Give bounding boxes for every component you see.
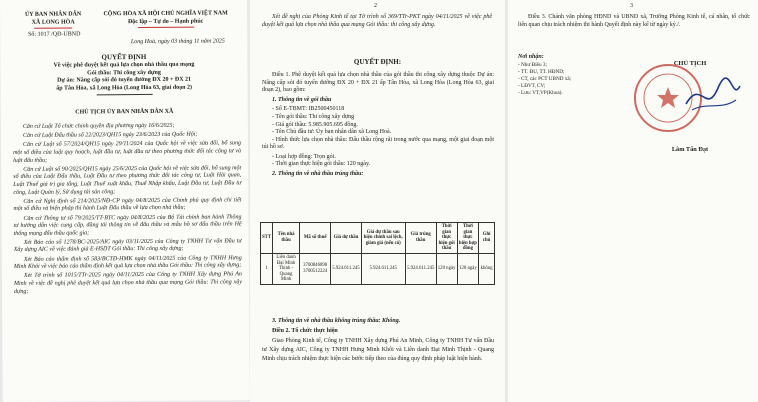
package-detail: - Hình thức lựa chọn nhà thầu: Đấu thầu rộng rãi trong nước qua mạng, một giai đoạn một túi hồ sơ. [262, 136, 494, 151]
agency-name: ỦY BAN NHÂN DÂN [24, 11, 82, 18]
recipient: - LĐVT, CV; [518, 82, 546, 89]
table-header: Mã số thuế [300, 223, 331, 254]
signer-title: CHỦ TỊCH [673, 60, 707, 67]
winner-info-heading: 2. Thông tin về nhà thầu trúng thầu: [272, 170, 364, 177]
package-detail: - Giá gói thầu: 5.985.905.695 đồng. [272, 121, 358, 128]
legal-basis: Căn cứ Luật số 90/2025/QH15 ngày 25/6/2025 của Quốc hội về việc sửa đổi, bổ sung một số điều của Luật Đấu thầu, Luật Đầu tư theo phương thức đối tác công tư, Luật Hải quan, Luật Thuế giá trị gia tăng, Luật Thuế xuất khẩu, Thuế Nhập khẩu, Luật Đầu tư, Luật Đầu tư công, Luật Quản lý, Sử dụng tài sản công; [13, 165, 242, 196]
national-header: CỘNG HÒA XÃ HỘI CHỦ NGHĨA VIỆT NAM [103, 10, 228, 18]
page-number: 3 [630, 3, 633, 9]
signer-name: Lâm Tấn Đạt [671, 146, 709, 153]
legal-basis: Xét Báo cáo số 1278/BC-2025/AIC ngày 03/11/2025 của Công ty TNHH Tư vấn Đầu tư Xây dựng AIC về việc đánh giá E-HSDT Gói thầu: Thi công xây dựng; [13, 238, 242, 254]
decision-heading: QUYẾT ĐỊNH: [353, 58, 402, 66]
article-2-body: Giao Phòng Kinh tế, Công ty TNHH Xây dựng Phú An Minh, Công ty TNHH Tư vấn Đầu tư Xây dựng AIC, Công ty TNHH Hưng Minh Khôi và Liên danh Đại Minh Thịnh - Quang Minh chịu trách nhiệm thực hiện các bước tiếp theo của đúng quy định pháp luật hiện hành. [262, 338, 494, 363]
winning-bidder-table [260, 222, 495, 285]
table-header-row [261, 223, 495, 254]
recipient: - Lưu: VT,VP(Khoa). [518, 89, 563, 96]
subject-line-4: ấp Tân Hòa, xã Long Hòa (Long Hòa 63, giai đoạn 2) [56, 84, 193, 92]
decision-title: QUYẾT ĐỊNH [101, 52, 147, 62]
article-3: Điều 3. Chánh văn phòng HĐND và UBND xã, Trưởng Phòng Kinh tế, cá nhân, tổ chức liên quan chịu trách nhiệm thi hành Quyết định này kể từ ngày ký./. [518, 14, 750, 28]
document-number: Số: 1017 /QĐ-UBND [28, 31, 81, 38]
legal-basis: Căn cứ Luật số 57/2024/QH15 ngày 29/11/2024 của Quốc hội về việc sửa đổi, bổ sung một số điều của luật quy hoạch, luật đầu tư, luật đầu tư theo phương thức đối tác công tư và luật đấu thầu; [13, 140, 242, 164]
recipient: - Như Điều 3; [518, 61, 547, 68]
table-cell: 120 ngày [436, 253, 457, 284]
recipients [518, 54, 618, 97]
issue-date: Long Hoà, ngày 03 tháng 11 năm 2025 [130, 38, 225, 46]
subject-line-1: Về việc phê duyệt kết quả lựa chọn nhà thầu qua mạng [53, 61, 195, 69]
article-2-heading: Điều 2. Tổ chức thực hiện [272, 327, 338, 334]
table-header: Tên nhà thầu [273, 223, 300, 254]
table-cell: 120 ngày [457, 253, 479, 284]
legal-basis: Căn cứ Nghị định số 214/2025/NĐ-CP ngày 04/8/2025 của Chính phủ quy định chi tiết một số điều và biện pháp thi hành Luật Đấu thầu về lựa chọn nhà thầu; [13, 197, 242, 213]
non-winner-info: 3. Thông tin về nhà thầu không trúng thầu: Không. [272, 318, 401, 324]
table-header: Thời gian thực hiện hợp đồng [457, 223, 479, 254]
subject-underline [97, 94, 153, 95]
table-header: STT [261, 223, 273, 254]
legal-bases [13, 122, 242, 297]
package-detail: - Thời gian thực hiện gói thầu: 120 ngày. [272, 161, 371, 168]
table-header: Giá dự thầu sau hiệu chỉnh sai lệch, giảm giá (nếu có) [361, 223, 405, 254]
table-header: Giá dự thầu [331, 223, 361, 254]
issuing-agency [18, 11, 88, 27]
agency-commune: XÃ LONG HÒA [31, 19, 75, 26]
recipient: - TT. ĐU, TT. HĐND; [518, 68, 565, 75]
table-cell: không [479, 253, 495, 284]
recipients-title: Nơi nhận: [518, 54, 544, 60]
legal-basis: Xét Báo cáo thẩm định số 583/BCTĐ-HMK ngày 04/11/2025 của Công ty TNHH Hưng Minh Khôi về việc báo cáo thẩm định kết quả lựa chọn nhà thầu Gói thầu: Thi công xây dựng; [13, 254, 242, 271]
table-cell: Liên danh Đại Minh Thịnh - Quang Minh [273, 253, 300, 284]
page-number: 2 [374, 3, 377, 9]
agency-underline [34, 27, 72, 28]
legal-basis: Căn cứ Luật Tổ chức chính quyền địa phương ngày 16/6/2025; [22, 122, 175, 130]
issuing-authority: CHỦ TỊCH ỦY BAN NHÂN DÂN XÃ [75, 108, 174, 116]
legal-basis: Xét Tờ trình số 1015/TTr-2025 ngày 04/11/2025 của Công ty TNHH Xây dựng Phú An Minh về việc đề nghị phê duyệt kết quả lựa chọn nhà thầu qua mạng Gói thầu: Thi công xây dựng; [13, 271, 242, 295]
package-info-heading: 1. Thông tin về gói thầu [272, 96, 332, 103]
table-cell: 3700846898 3700512224 [300, 253, 331, 284]
table-cell: 5.924.611.245 [405, 253, 436, 284]
table-header: Thời gian thực hiện gói thầu [436, 223, 457, 254]
motto-underline [138, 27, 194, 28]
package-detail: - Tên gói thầu: Thi công xây dựng [272, 113, 355, 120]
table-header: Giá trúng thầu [405, 223, 436, 254]
table-cell: 5.924.611.245 [331, 253, 361, 284]
package-detail: - Số E-TBMT: IB2500450118 [272, 106, 345, 113]
package-detail: - Tên Chủ đầu tư: Ủy ban nhân dân xã Long Hoà. [272, 129, 392, 136]
decision-page-1 [0, 0, 250, 402]
table-row [261, 253, 495, 284]
article-2-block [262, 318, 494, 366]
official-seal-icon [626, 58, 746, 138]
table-header: Ghi chú [479, 223, 495, 254]
table-cell: 5.924.611.245 [361, 253, 405, 284]
legal-basis: Căn cứ Luật Đấu thầu số 22/2023/QH15 ngày 23/6/2023 của Quốc Hội; [22, 131, 198, 140]
proposal-basis: Xét đề nghị của Phòng Kinh tế tại Tờ trình số 369/TTr-PKT ngày 04/11/2025 về việc phê duyệt kết quả lựa chọn nhà thầu qua mạng Gói thầu: thi công xây dựng. [262, 14, 492, 28]
article-1: Điều 1. Phê duyệt kết quả lựa chọn nhà thầu của gói thầu thi công xây dựng thuộc Dự án: Nâng cấp sỏi đỏ tuyến đường ĐX 20 + ĐX 21 ấp Tân Hòa, xã Long Hòa (Long Hòa 63, giai đoạn 2), bao gồm: [262, 72, 494, 94]
article-1-block [262, 72, 494, 180]
recipient: - CT, các PCT UBND xã; [518, 75, 572, 82]
package-detail: - Loại hợp đồng: Trọn gói. [272, 153, 336, 160]
table-cell: 1 [261, 253, 273, 284]
legal-basis: Căn cứ Thông tư số 79/2025/TT-BTC ngày 04/8/2025 của Bộ Tài chính ban hành Thông tư hướng dẫn việc cung cấp, đăng tải thông tin về đấu thầu và mẫu hồ sơ đấu thầu trên Hệ thống mạng đấu thầu quốc gia; [13, 213, 242, 237]
decision-page-2 [250, 0, 505, 402]
subject-line-3: Dự án: Nâng cấp sỏi đỏ tuyến đường ĐX 20 + ĐX 21 [57, 76, 192, 84]
decision-subject [10, 61, 237, 93]
decision-page-3 [508, 0, 758, 402]
national-motto: Độc lập – Tự do – Hạnh phúc [127, 18, 204, 26]
subject-line-2: Gói thầu: Thi công xây dựng [87, 69, 161, 76]
